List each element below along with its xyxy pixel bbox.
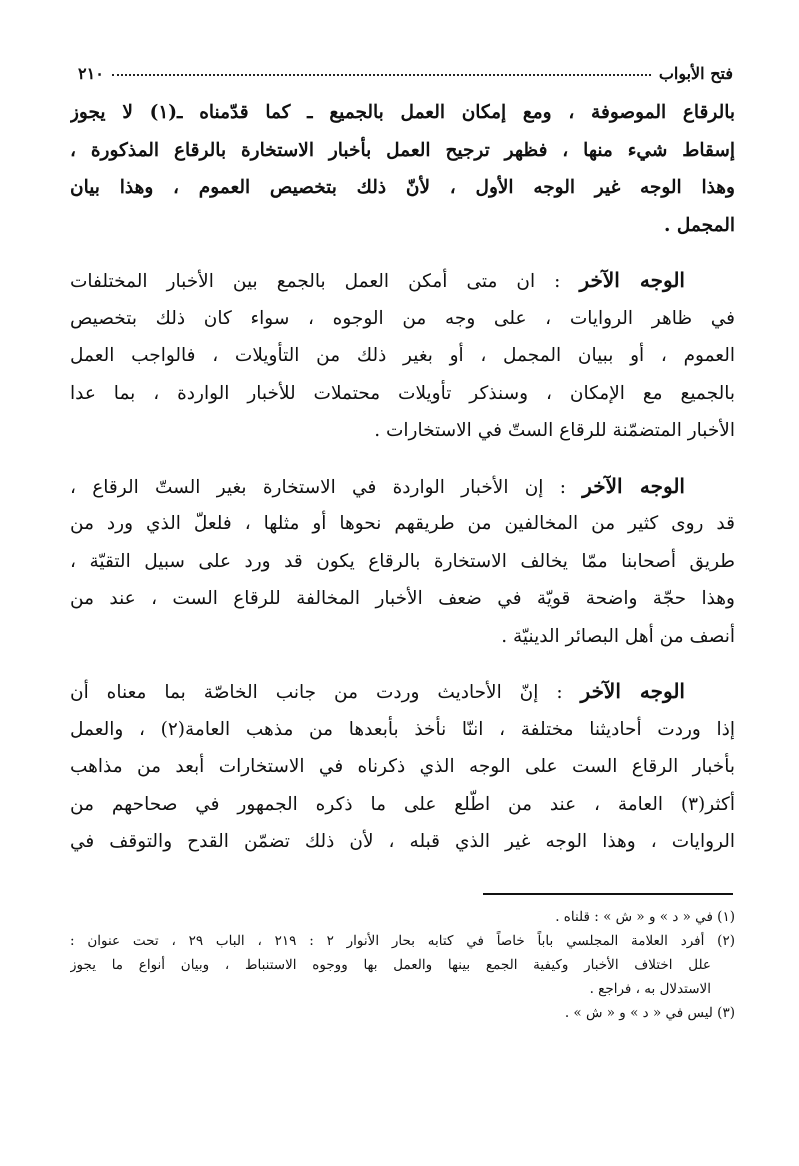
section-heading: الوجه الآخر bbox=[582, 473, 685, 498]
running-header bbox=[78, 56, 733, 90]
text-line: وهذا الوجه غير الوجه الأول ، لأنّ ذلك بتخصيص العموم ، وهذا بيان bbox=[70, 177, 735, 198]
footnote: (١) في « د » و « ش » : قلناه . bbox=[555, 909, 735, 925]
text-line: إسقاط شيء منها ، فظهر ترجيح العمل بأخبار الاستخارة بالرقاع المذكورة ، bbox=[70, 139, 735, 161]
text-line: طريق أصحابنا ممّا يخالف الاستخارة بالرقاع يكون قد ورد على سبيل التقيّة ، bbox=[70, 550, 735, 572]
footnote-continuation: علل اختلاف الأخبار وكيفية الجمع بينها والعمل بها ووجوه الاستنباط ، وبيان أنواع ما يجوز bbox=[70, 957, 711, 973]
paragraph-4 bbox=[70, 673, 735, 861]
section-heading: الوجه الآخر bbox=[580, 679, 685, 703]
footnote: (٢) أفرد العلامة المجلسي باباً خاصاً في كتابه بحار الأنوار ٢ : ٢١٩ ، الباب ٢٩ ، تحت عنوان : bbox=[70, 933, 735, 949]
text-line-lead bbox=[70, 262, 735, 300]
paragraph-1 bbox=[70, 94, 735, 244]
text-line: بأخبار الرقاع الست على الوجه الذي ذكرناه في الاستخارات أبعد من مذاهب bbox=[70, 756, 735, 777]
text-line: أكثر(٣) العامة ، عند من اطّلع على ما ذكره الجمهور في صحاحهم من bbox=[70, 793, 735, 815]
text-line: بالجميع مع الإمكان ، وسنذكر تأويلات محتملات للأخبار الواردة ، بما عدا bbox=[70, 382, 735, 404]
text-line: بالرقاع الموصوفة ، ومع إمكان العمل بالجميع ـ كما قدّمناه ـ(١) لا يجوز bbox=[70, 102, 735, 123]
text-segment: : إنّ الأحاديث وردت من جانب الخاصّة بما معناه أن bbox=[70, 682, 581, 703]
footnote-separator bbox=[483, 893, 733, 895]
section-heading: الوجه الآخر bbox=[579, 268, 685, 292]
text-segment: : إن الأخبار الواردة في الاستخارة بغير الستّ الرقاع ، bbox=[70, 476, 583, 498]
text-line: الأخبار المتضمّنة للرقاع الستّ في الاستخارات . bbox=[374, 420, 735, 441]
paragraph-2 bbox=[70, 262, 735, 450]
text-line: الروايات ، وهذا الوجه غير الذي قبله ، لأن ذلك تضمّن القدح والتوقف في bbox=[70, 831, 735, 852]
text-line: وهذا حجّة واضحة قويّة في ضعف الأخبار المخالفة للرقاع الست ، عند من bbox=[70, 588, 735, 609]
footnotes bbox=[70, 905, 735, 1025]
text-line: قد روى كثير من المخالفين من طريقهم نحوها أو مثلها ، فلعلّ الذي ورد من bbox=[70, 513, 735, 534]
paragraph-3 bbox=[70, 468, 735, 656]
book-title: فتح الأبواب bbox=[658, 63, 733, 83]
text-line: المجمل . bbox=[663, 214, 735, 236]
text-line: إذا وردت أحاديثنا مختلفة ، اننّا نأخذ بأبعدها من مذهب العامة(٢) ، والعمل bbox=[70, 718, 735, 740]
text-line: أنصف من أهل البصائر الدينيّة . bbox=[501, 625, 735, 647]
header-leader-dots bbox=[112, 74, 651, 76]
text-line-lead bbox=[70, 468, 735, 506]
text-line: العموم ، أو ببيان المجمل ، أو بغير ذلك من التأويلات ، فالواجب العمل bbox=[70, 345, 735, 366]
main-text bbox=[70, 94, 735, 879]
text-line: في ظاهر الروايات ، على وجه من الوجوه ، سواء كان ذلك بتخصيص bbox=[70, 307, 735, 329]
page-number: ٢١٠ bbox=[78, 63, 104, 83]
text-segment: : ان متى أمكن العمل بالجمع بين الأخبار المختلفات bbox=[70, 271, 580, 292]
footnote: (٣) ليس في « د » و « ش » . bbox=[564, 1005, 735, 1021]
footnote-continuation: الاستدلال به ، فراجع . bbox=[589, 981, 711, 997]
text-line-lead bbox=[70, 673, 735, 711]
